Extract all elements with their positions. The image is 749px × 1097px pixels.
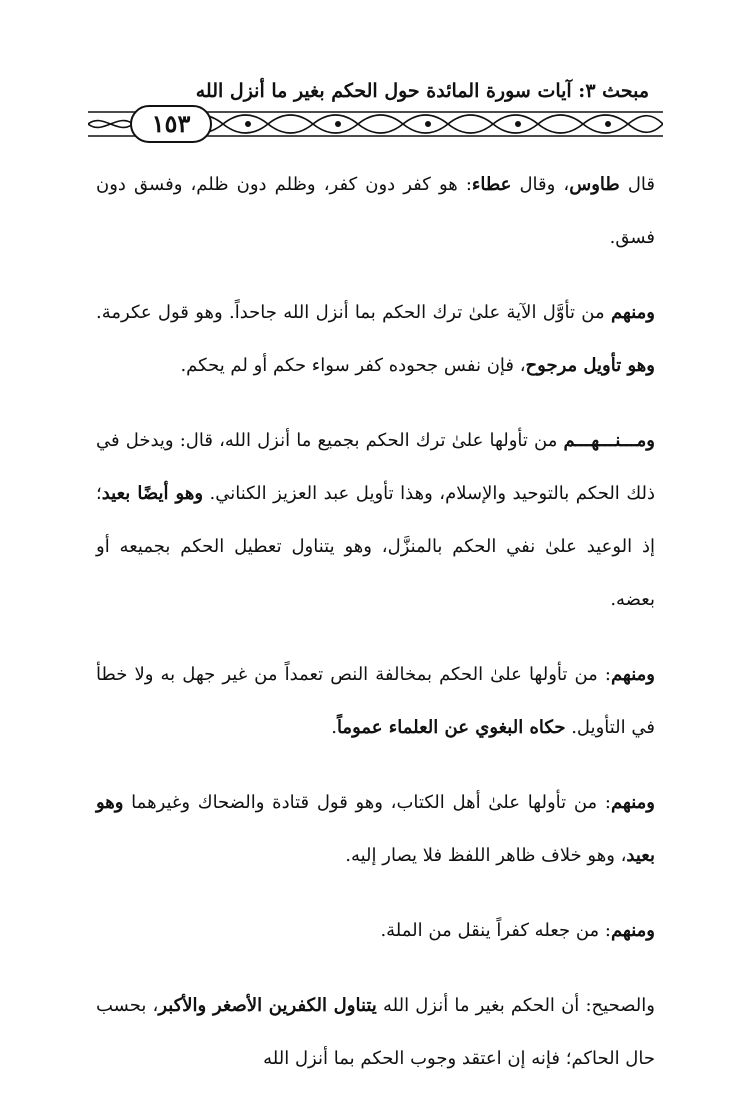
- paragraph: [96, 904, 655, 957]
- text-run: ؛ إذ الوعيد علىٰ نفي الحكم بالمنزَّل، وهو يتناول تعطيل الحكم بجميعه أو بعضه.: [96, 483, 655, 610]
- bold-text: طاوس: [569, 174, 620, 195]
- text-run: : من تأولها علىٰ أهل الكتاب، وهو قول قتادة والضحاك وغيرهما: [123, 792, 611, 813]
- bold-text: ومنهم: [610, 302, 655, 323]
- bold-text: وهو أيضًا بعيد: [101, 483, 204, 504]
- text-run: ، وقال: [511, 174, 570, 195]
- paragraph: [96, 286, 655, 392]
- text-run: ، بحسب حال الحاكم؛ فإنه إن اعتقد وجوب الحكم بما أنزل الله: [96, 995, 655, 1069]
- bold-text: يتناول الكفرين الأصغر والأكبر: [158, 995, 377, 1016]
- bold-text: عطاء: [471, 174, 512, 195]
- text-run: : من جعله كفراً ينقل من الملة.: [380, 920, 611, 941]
- bold-text: ومـــنـــهـــم: [563, 430, 655, 451]
- text-run: والصحيح: أن الحكم بغير ما أنزل الله: [376, 995, 655, 1016]
- paragraph: [96, 776, 655, 882]
- page-header: [100, 78, 649, 148]
- paragraph: [96, 414, 655, 626]
- paragraph: [96, 648, 655, 754]
- text-run: ، وهو خلاف ظاهر اللفظ فلا يصار إليه.: [345, 845, 627, 866]
- text-run: : هو كفر دون كفر، وظلم دون ظلم، وفسق دون فسق.: [96, 174, 655, 248]
- bold-text: حكاه البغوي عن العلماء عموماً: [336, 717, 566, 738]
- text-run: من تأولها علىٰ ترك الحكم بجميع ما أنزل الله، قال: ويدخل في ذلك الحكم بالتوحيد والإسلام، وهذا تأويل عبد العزيز الكناني.: [96, 430, 655, 504]
- paragraph: [96, 979, 655, 1085]
- text-run: ، فإن نفس جحوده كفر سواء حكم أو لم يحكم.: [180, 355, 526, 376]
- page-number: ١٥٣: [130, 105, 212, 143]
- body-text: [96, 158, 655, 1085]
- text-run: من تأوَّل الآية علىٰ ترك الحكم بما أنزل الله جاحداً. وهو قول عكرمة.: [96, 302, 611, 323]
- text-run: .: [331, 717, 337, 738]
- bold-text: وهو تأويل مرجوح: [525, 355, 655, 376]
- chapter-title: مبحث ٣: آيات سورة المائدة حول الحكم بغير ما أنزل الله: [195, 80, 649, 102]
- text-run: : من تأولها علىٰ الحكم بمخالفة النص تعمداً من غير جهل به ولا خطأ في التأويل.: [96, 664, 655, 738]
- bold-text: وهو بعيد: [96, 792, 655, 866]
- paragraph: [96, 158, 655, 264]
- bold-text: ومنهم: [610, 664, 655, 685]
- bold-text: ومنهم: [610, 792, 655, 813]
- bold-text: ومنهم: [610, 920, 655, 941]
- text-run: قال: [619, 174, 655, 195]
